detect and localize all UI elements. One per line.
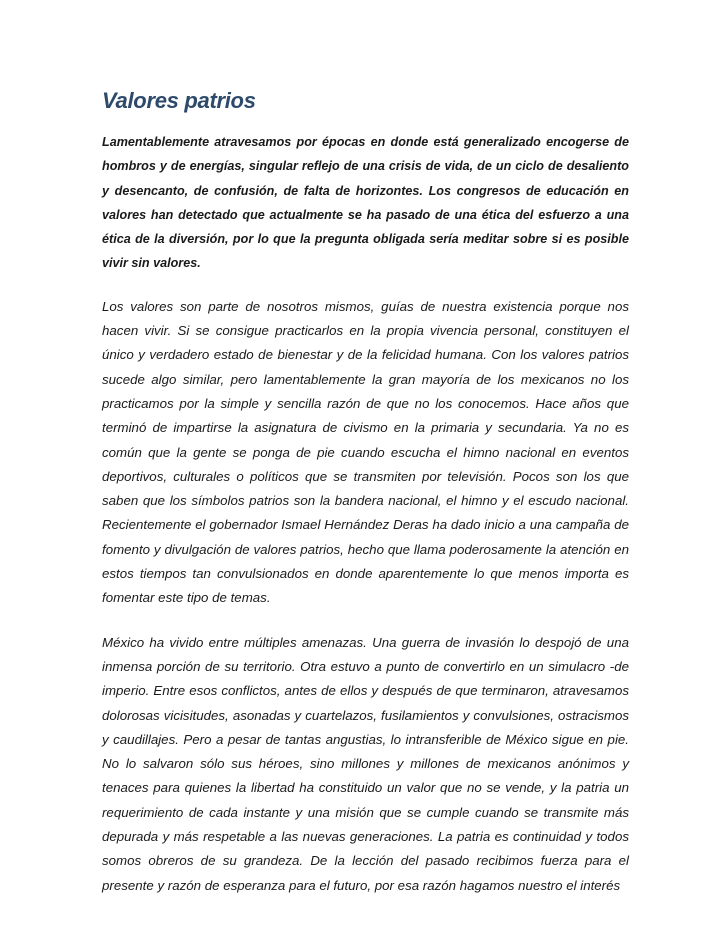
body-paragraph: México ha vivido entre múltiples amenazas. Una guerra de invasión lo despojó de una inmensa porción de su territorio. Otra estuvo a punto de convertirlo en un simulacro -de imperio. Entre esos conflictos, antes de ellos y después de que terminaron, atravesamos dolorosas vicisitudes, asonadas y cuartelazos, fusilamientos y convulsiones, ostracismos y caudillajes. Pero a pesar de tantas angustias, lo intransferible de México sigue en pie. No lo salvaron sólo sus héroes, sino millones y millones de mexicanos anónimos y tenaces para quienes la libertad ha constituido un valor que no se vende, y la patria un requerimiento de cada instante y una misión que se cumple cuando se transmite más depurada y más respetable a las nuevas generaciones. La patria es continuidad y todos somos obreros de su grandeza. De la lección del pasado recibimos fuerza para el presente y razón de esperanza para el futuro, por esa razón hagamos nuestro el interés — [102, 634, 629, 893]
body-paragraph: Los valores son parte de nosotros mismos, guías de nuestra existencia porque nos hacen vivir. Si se consigue practicarlos en la propia vivencia personal, constituyen el único y verdadero estado de bienestar y de la felicidad humana. Con los valores patrios sucede algo similar, pero lamentablemente la gran mayoría de los mexicanos no los practicamos por la simple y sencilla razón de que no los conocemos. Hace años que terminó de impartirse la asignatura de civismo en la primaria y secundaria. Ya no es común que la gente se ponga de pie cuando escucha el himno nacional en eventos deportivos, culturales o políticos que se transmiten por televisión. Pocos son los que saben que los símbolos patrios son la bandera nacional, el himno y el escudo nacional. Recientemente el gobernador Ismael Hernández Deras ha dado inicio a una campaña de fomento y divulgación de valores patrios, hecho que llama poderosamente la atención en estos tiempos tan convulsionados en donde aparentemente lo que menos importa es fomentar este tipo de temas. — [102, 298, 629, 606]
intro-paragraph: Lamentablemente atravesamos por épocas en donde está generalizado encogerse de hombros y de energías, singular reflejo de una crisis de vida, de un ciclo de desaliento y desencanto, de confusión, de falta de horizontes. Los congresos de educación en valores han detectado que actualmente se ha pasado de una ética del esfuerzo a una ética de la diversión, por lo que la pregunta obligada sería meditar sobre si es posible vivir sin valores. — [102, 135, 629, 271]
document-title: Valores patrios — [102, 88, 256, 113]
document-page — [102, 84, 629, 918]
